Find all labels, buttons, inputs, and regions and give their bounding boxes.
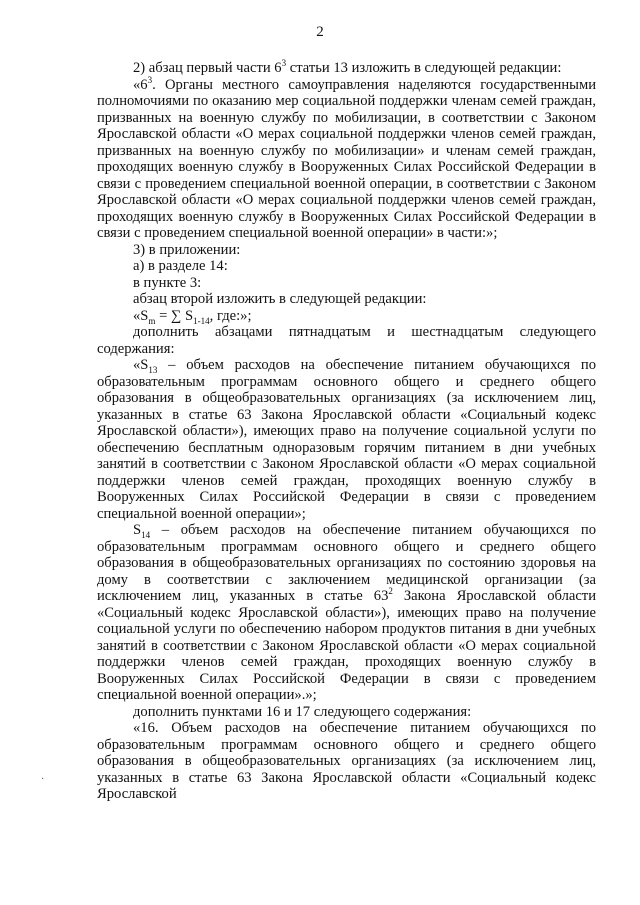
formula-line	[97, 308, 596, 325]
subscript: 1-14	[193, 315, 210, 326]
subscript: 14	[141, 529, 151, 540]
superscript: 3	[281, 58, 287, 69]
formula-symbol: «S	[133, 357, 149, 373]
formula-symbol: «S	[133, 307, 149, 324]
formula-symbol: S	[133, 522, 142, 538]
superscript: 2	[388, 586, 393, 597]
superscript: 3	[147, 74, 153, 85]
paragraph-amendment-2	[97, 60, 596, 77]
scan-artifact: ·	[41, 774, 45, 785]
paragraph-second-abzac: абзац второй изложить в следующей редакции:	[133, 291, 427, 307]
paragraph-s14	[97, 522, 596, 704]
formula-sum: = ∑ S	[155, 307, 194, 324]
subscript: m	[148, 315, 156, 326]
text-segment: – объем расходов на обеспечение питанием обучающихся по образовательным программам основного общего и среднего общего образования в общеобразовательных организациях по состоянию здоровья на дому в соответствии с заключением медицинской организации (за исключением лиц, указанных в статье 63	[97, 522, 596, 604]
page-number: 2	[316, 24, 324, 40]
text-segment: Закона Ярославской области «Социальный кодекс Ярославской области»), имеющих право на получение социальной услуги по обеспечению набором продуктов питания в дни учебных занятий в соответствии с Законом Ярославской области «О мерах социальной поддержки членов семей граждан, проходящих военную службу в Вооруженных Силах Российской Федерации в связи с проведением специальной военной операции».»;	[97, 588, 596, 703]
paragraph-section-14: а) в разделе 14:	[133, 258, 228, 274]
paragraph-amendment-3: 3) в приложении:	[133, 241, 241, 258]
text-segment: «6	[133, 76, 148, 93]
paragraph-point-3: в пункте 3:	[133, 274, 202, 291]
paragraph-part-6-3	[97, 74, 596, 242]
text-segment: статьи 13 изложить в следующей редакции:	[286, 60, 562, 76]
paragraph-point-16: «16. Объем расходов на обеспечение питанием обучающихся по образовательным программам основного общего и среднего общего образования в общеобразовательных организациях (за исключением лиц, указанных в статье 63 Закона Ярославской области «Социальный кодекс Ярославской	[97, 720, 596, 802]
paragraph-add-points: дополнить пунктами 16 и 17 следующего содержания:	[133, 703, 472, 720]
paragraph-add-abzacs: дополнить абзацами пятнадцатым и шестнадцатым следующего содержания:	[97, 324, 596, 357]
subscript: 13	[148, 364, 158, 375]
text-segment: , где:»;	[209, 307, 252, 324]
text-segment: – объем расходов на обеспечение питанием обучающихся по образовательным программам основного общего и среднего общего образования в общеобразовательных организациях (за исключением лиц, указанных в статье 63 Закона Ярославской области «Социальный кодекс Ярославской области»), имеющих право на получение социальной услуги по обеспечению бесплатным одноразовым горячим питанием в дни учебных занятий в соответствии с Законом Ярославской области «О мерах социальной поддержки членов семей граждан, проходящих военную службу в Вооруженных Силах Российской Федерации в связи с проведением специальной военной операции»;	[97, 357, 596, 522]
text-segment: 2) абзац первый части 6	[133, 60, 282, 76]
document-body	[97, 60, 596, 803]
text-segment: . Органы местного самоуправления наделяются государственными полномочиями по оказанию мер социальной поддержки членам семей граждан, призванных на военную службу по мобилизации, в соответствии с Законом Ярославской области «О мерах социальной поддержки членов семей граждан, призванных на военную службу по мобилизации» и членам семей граждан, проходящих военную службу в Вооруженных Силах Российской Федерации в связи с проведением специальной военной операции, в соответствии с Законом Ярославской области «О мерах социальной поддержки членов семей граждан, проходящих военную службу в Вооруженных Силах Российской Федерации в связи с проведением специальной военной операции» в части:»;	[97, 76, 596, 241]
paragraph-s13	[97, 357, 596, 522]
